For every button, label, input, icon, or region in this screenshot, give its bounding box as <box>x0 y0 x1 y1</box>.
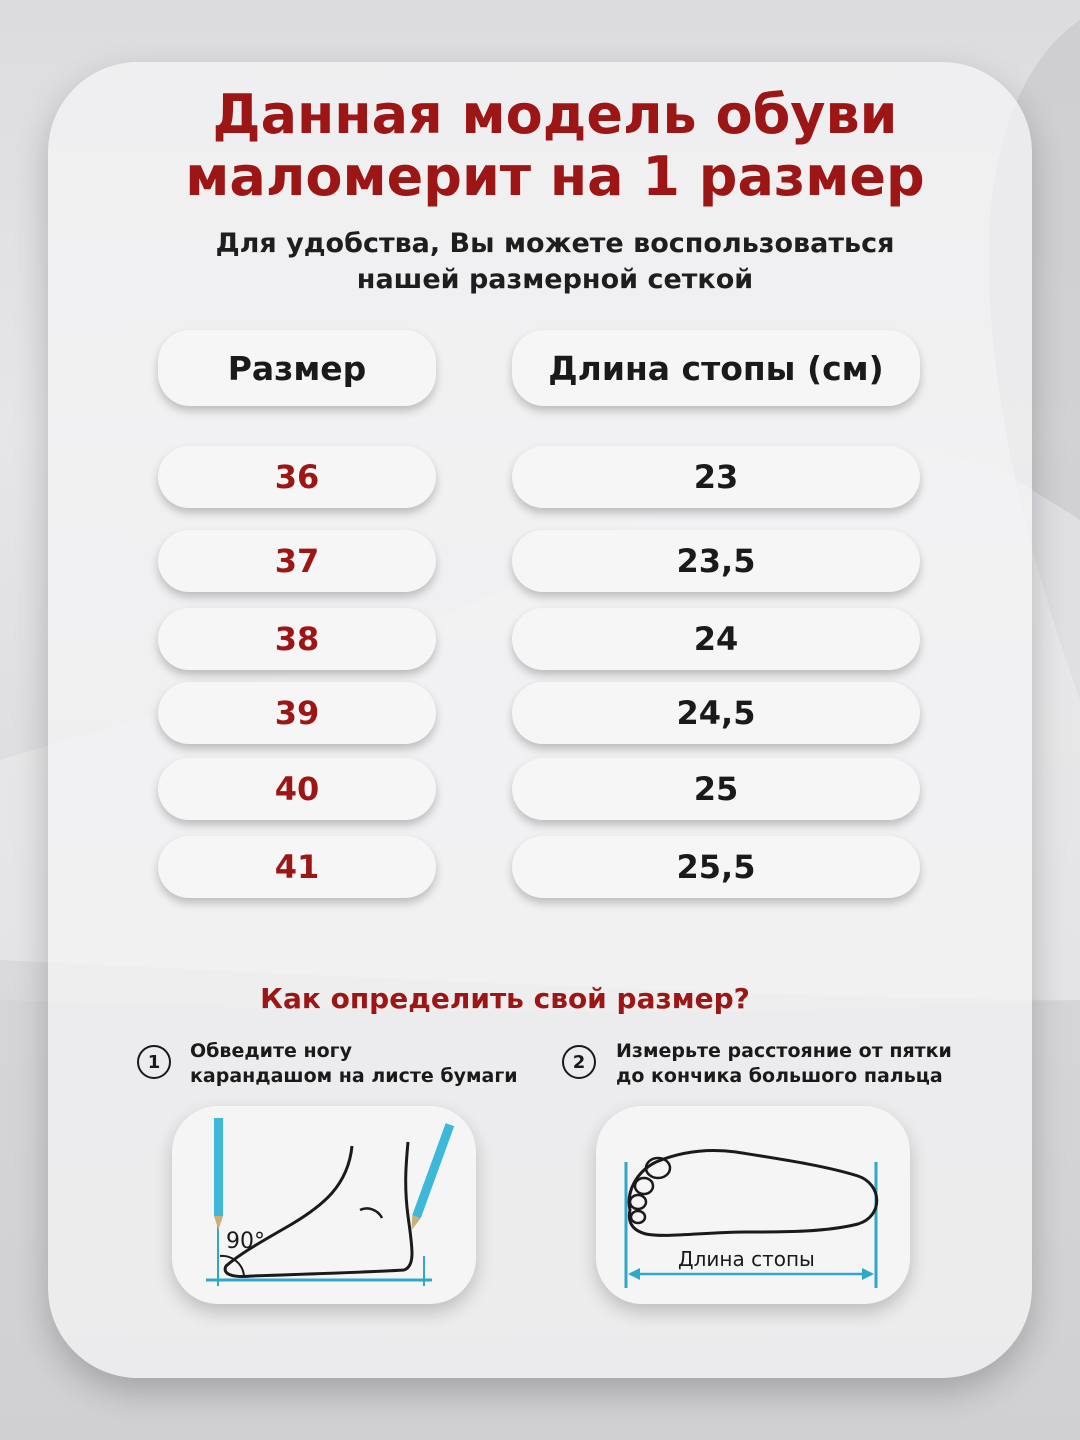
length-cell-37 <box>512 530 920 592</box>
length-value: 25,5 <box>676 848 756 886</box>
size-cell-40 <box>158 758 436 820</box>
title-line-1: Данная модель обуви <box>212 83 898 146</box>
step-1-line-2: карандашом на листе бумаги <box>190 1065 518 1087</box>
size-cell-36 <box>158 446 436 508</box>
measure-foot-illustration <box>596 1106 910 1304</box>
step-1-number-icon <box>137 1045 171 1079</box>
size-header-label: Размер <box>227 348 367 388</box>
foot-length-label: Длина стопы <box>678 1247 815 1271</box>
step-2-line-2: до кончика большого пальца <box>616 1065 943 1087</box>
length-cell-41 <box>512 836 920 898</box>
trace-foot-illustration <box>172 1106 476 1304</box>
pencil-left-icon <box>214 1118 223 1216</box>
how-to-title: Как определить свой размер? <box>260 982 750 1015</box>
length-value: 23,5 <box>676 542 756 580</box>
length-cell-38 <box>512 608 920 670</box>
step-1-line-1: Обведите ногу <box>190 1040 352 1062</box>
angle-label: 90° <box>226 1229 265 1254</box>
length-value: 24 <box>693 620 739 658</box>
subtitle-line-2: нашей размерной сеткой <box>356 264 754 295</box>
size-value: 40 <box>274 770 320 808</box>
length-value: 23 <box>693 458 739 496</box>
step-2-line-1: Измерьте расстояние от пятки <box>616 1040 952 1062</box>
size-column-header <box>158 330 436 406</box>
step-1-text <box>190 1039 518 1089</box>
page-title <box>60 84 1050 208</box>
page-subtitle <box>100 226 1010 298</box>
step-2-number: 2 <box>572 1051 586 1073</box>
length-cell-40 <box>512 758 920 820</box>
size-value: 37 <box>274 542 320 580</box>
size-value: 38 <box>274 620 320 658</box>
size-cell-39 <box>158 682 436 744</box>
size-value: 39 <box>274 694 320 732</box>
length-column-header <box>512 330 920 406</box>
size-value: 36 <box>274 458 320 496</box>
length-value: 24,5 <box>676 694 756 732</box>
pencil-right-icon <box>412 1123 454 1218</box>
size-value: 41 <box>274 848 320 886</box>
size-cell-38 <box>158 608 436 670</box>
length-header-label: Длина стопы (см) <box>548 348 884 388</box>
length-cell-39 <box>512 682 920 744</box>
subtitle-line-1: Для удобства, Вы можете воспользоваться <box>215 228 895 259</box>
step-1-number: 1 <box>147 1051 161 1073</box>
size-cell-41 <box>158 836 436 898</box>
step-2-number-icon <box>562 1045 596 1079</box>
length-cell-36 <box>512 446 920 508</box>
length-value: 25 <box>693 770 739 808</box>
size-cell-37 <box>158 530 436 592</box>
title-line-2: маломерит на 1 размер <box>185 145 925 208</box>
step-2-text <box>616 1039 952 1089</box>
